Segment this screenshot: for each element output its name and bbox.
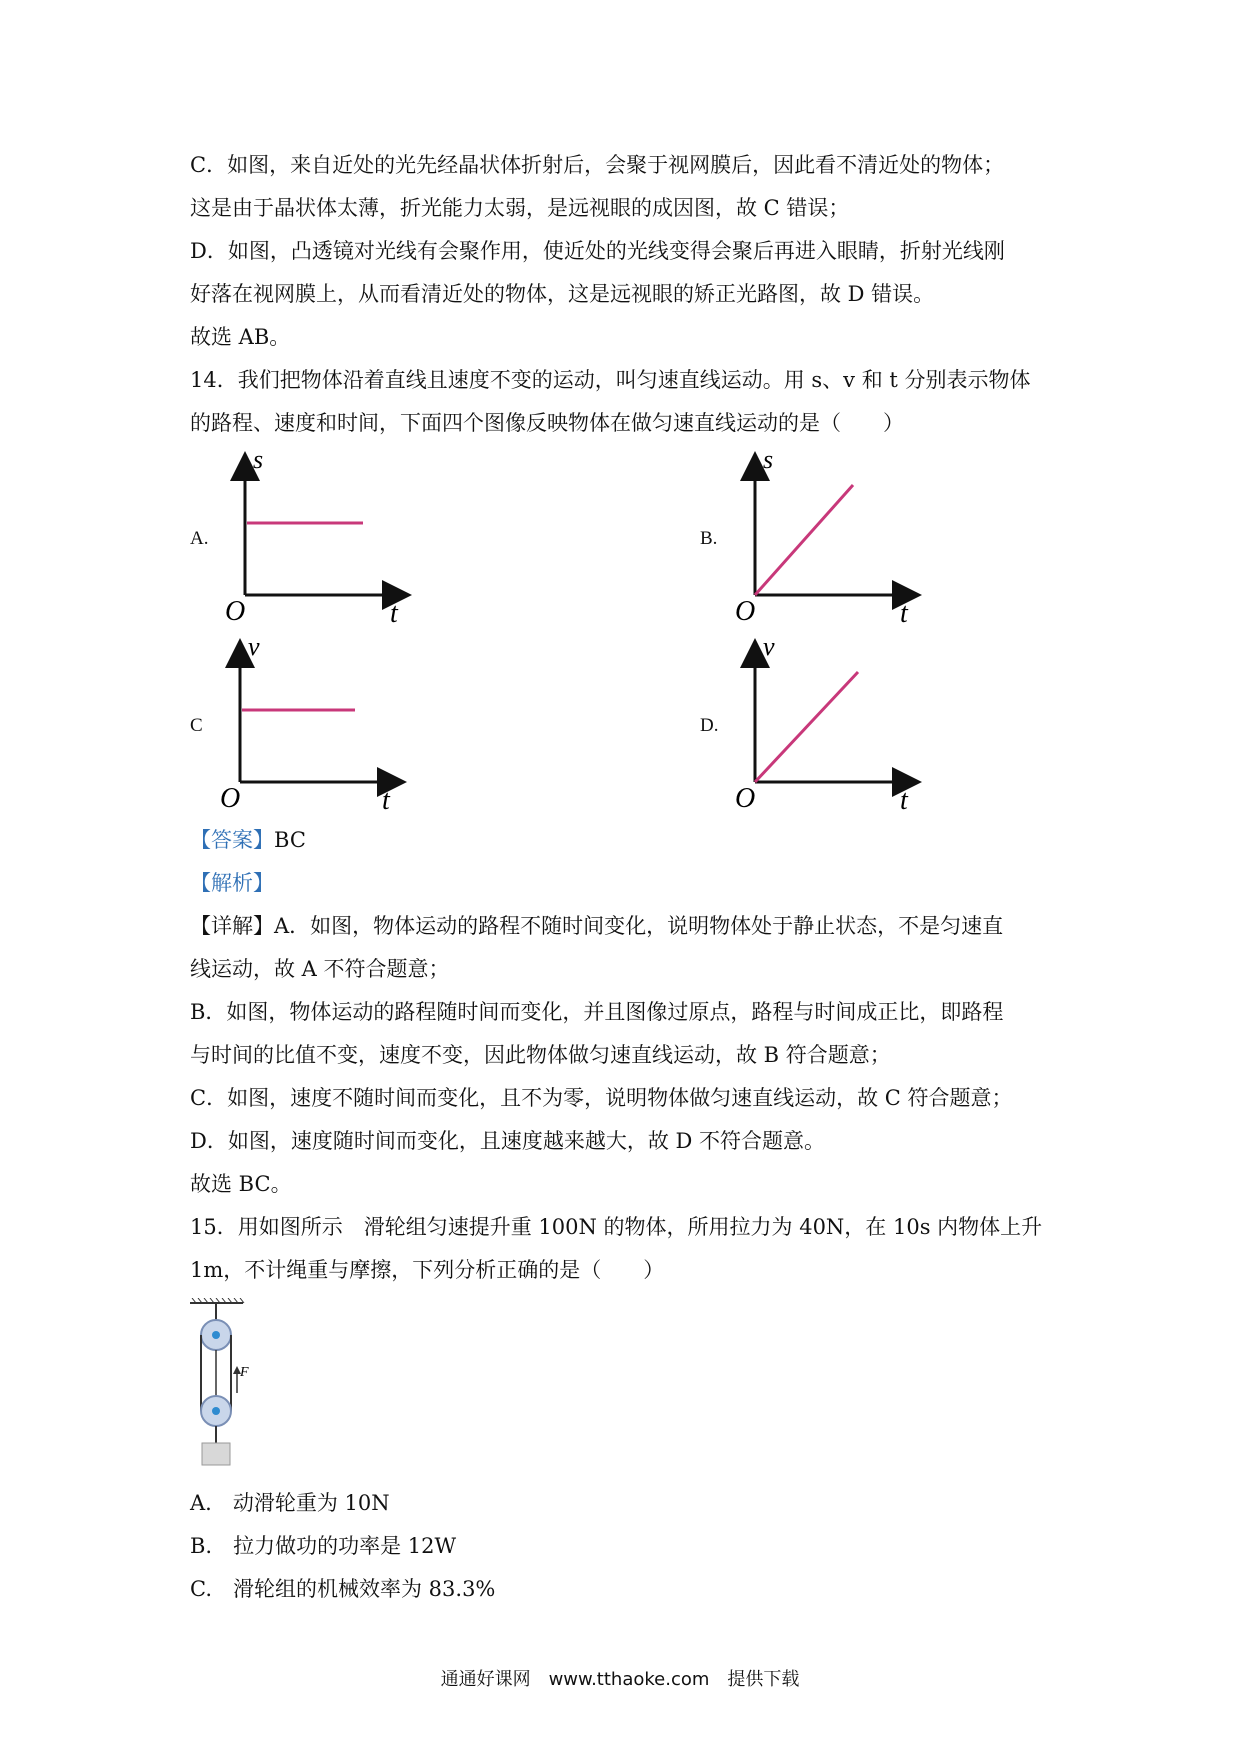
graph-a [215,450,415,630]
paragraph: 故选 AB。 [190,325,291,349]
paragraph: 故选 BC。 [190,1172,292,1196]
graph-a-label: A. [190,528,209,549]
option-a: A. 动滑轮重为 10N [190,1491,390,1515]
paragraph: 【详解】A．如图，物体运动的路程不随时间变化，说明物体处于静止状态，不是匀速直 [190,914,1004,938]
paragraph: C．如图，速度不随时间而变化，且不为零，说明物体做匀速直线运动，故 C 符合题意； [190,1086,1013,1110]
y-axis-label: s [763,450,774,474]
graph-line [755,485,853,595]
question-15-text: 15．用如图所示 滑轮组匀速提升重 100N 的物体，所用拉力为 40N，在 10s 内物体上升 [190,1215,1043,1239]
paragraph: 好落在视网膜上，从而看清近处的物体，这是远视眼的矫正光路图，故 D 错误。 [190,282,935,306]
graph-d-label: D. [700,715,719,736]
paragraph: 与时间的比值不变，速度不变，因此物体做匀速直线运动，故 B 符合题意； [190,1043,891,1067]
answer-row [190,825,306,855]
graph-d [725,637,925,817]
answer-tag: 【答案】 [190,828,274,852]
option-b: B. 拉力做功的功率是 12W [190,1534,457,1558]
x-axis-label: t [900,785,908,816]
force-label: F [240,1365,249,1380]
question-14-text: 14．我们把物体沿着直线且速度不变的运动，叫匀速直线运动。用 s、v 和 t 分别表示物体 [190,368,1031,392]
x-axis-label: t [390,598,398,629]
weight-block [202,1443,230,1465]
paragraph: D．如图，凸透镜对光线有会聚作用，使近处的光线变得会聚后再进入眼睛，折射光线刚 [190,239,1005,263]
fixed-pulley-axle [212,1331,220,1339]
answer-value: BC [274,828,306,852]
y-axis-label: v [248,637,260,661]
x-axis-label: t [382,785,390,816]
movable-pulley-axle [212,1407,220,1415]
y-axis-label: s [253,450,264,474]
origin-label: O [220,783,241,814]
graph-c-label: C [190,715,203,736]
paragraph: 这是由于晶状体太薄，折光能力太弱，是远视眼的成因图，故 C 错误； [190,196,850,220]
origin-label: O [735,596,756,627]
paragraph: 线运动，故 A 不符合题意； [190,957,450,981]
graph-line [755,672,858,782]
pulley-figure [185,1298,255,1473]
question-15-text: 1m，不计绳重与摩擦，下列分析正确的是（ ） [190,1258,665,1282]
graph-c [210,637,410,817]
question-14-text: 的路程、速度和时间，下面四个图像反映物体在做匀速直线运动的是（ ） [190,411,904,435]
x-axis-label: t [900,598,908,629]
origin-label: O [225,596,246,627]
paragraph: B．如图，物体运动的路程随时间而变化，并且图像过原点，路程与时间成正比，即路程 [190,1000,1004,1024]
analysis-tag: 【解析】 [190,871,274,895]
paragraph: D．如图，速度随时间而变化，且速度越来越大，故 D 不符合题意。 [190,1129,826,1153]
paragraph: C．如图，来自近处的光先经晶状体折射后，会聚于视网膜后，因此看不清近处的物体； [190,153,1005,177]
graph-b-label: B. [700,528,718,549]
y-axis-label: v [763,637,775,661]
graph-b [725,450,925,630]
origin-label: O [735,783,756,814]
page-footer: 通通好课网 www.tthaoke.com 提供下载 [440,1669,800,1690]
option-c: C. 滑轮组的机械效率为 83.3% [190,1577,496,1601]
